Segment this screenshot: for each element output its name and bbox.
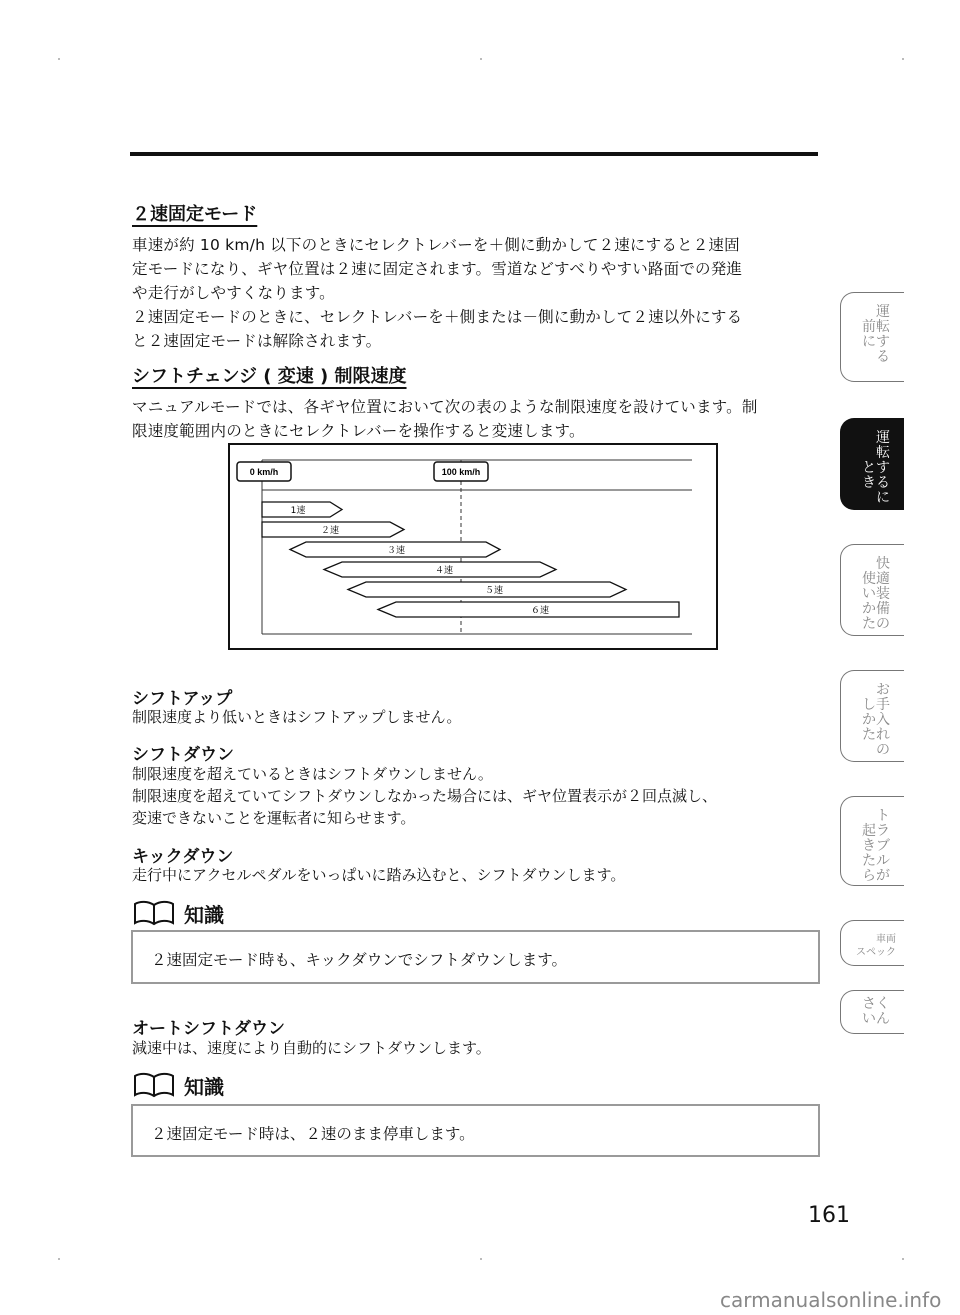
tab-label: 運 転 とす きる に bbox=[862, 430, 890, 506]
tab-label: 車両 スペック bbox=[856, 934, 896, 958]
tab-label: 快 使適 い装 か備 たの bbox=[862, 556, 890, 632]
axis-label-100kmh: 100 km/h bbox=[441, 467, 481, 477]
tab-label: さく いん bbox=[862, 996, 890, 1027]
section-paragraph-3: マニュアルモードでは、各ギヤ位置において次の表のような制限速度を設けています。制 限速度範囲内のときにセレクトレバーを操作すると変速します。 bbox=[132, 398, 758, 440]
gear-label-2: ２速 bbox=[320, 526, 340, 536]
gear-label-1: 1速 bbox=[290, 506, 306, 516]
shift-up-title: シフトアップ bbox=[132, 689, 233, 709]
axis-label-0kmh: 0 km/h bbox=[249, 467, 279, 477]
gear-label-5: ５速 bbox=[484, 586, 504, 596]
note-text-2: ２速固定モード時は、２速のまま停車します。 bbox=[151, 1125, 475, 1143]
crop-mark bbox=[58, 58, 60, 60]
tab-trouble[interactable] bbox=[840, 796, 904, 886]
note-title-2: 知識 bbox=[184, 1074, 224, 1099]
tab-label: お し手 か入 たれ の bbox=[862, 682, 890, 758]
gear-label-4: ４速 bbox=[434, 566, 454, 576]
crop-mark bbox=[58, 1258, 60, 1260]
page-number: 161 bbox=[808, 1203, 850, 1228]
auto-shift-down-text: 減速中は、速度により自動的にシフトダウンします。 bbox=[132, 1039, 491, 1057]
gear-speed-diagram bbox=[228, 443, 718, 650]
kickdown-text: 走行中にアクセルペダルをいっぱいに踏み込むと、シフトダウンします。 bbox=[132, 866, 626, 884]
gear-label-3: ３速 bbox=[386, 546, 406, 556]
tab-when-driving[interactable] bbox=[840, 418, 904, 510]
shift-down-title: シフトダウン bbox=[132, 745, 234, 765]
tab-maintenance[interactable] bbox=[840, 670, 904, 762]
note-heading-1 bbox=[132, 896, 224, 930]
tab-index[interactable] bbox=[840, 990, 904, 1034]
book-icon bbox=[132, 899, 176, 927]
top-rule bbox=[130, 152, 818, 156]
section-title-2nd-gear-fixed: ２速固定モード bbox=[132, 204, 258, 225]
auto-shift-down-title: オートシフトダウン bbox=[132, 1019, 285, 1039]
note-box-2 bbox=[131, 1104, 820, 1157]
shift-down-text: 制限速度を超えているときはシフトダウンしません。 制限速度を超えていてシフトダウンしなかった場合には、ギヤ位置表示が２回点滅し、 変速できないことを運転者に知らせます。 bbox=[132, 765, 718, 827]
note-heading-2 bbox=[132, 1068, 224, 1102]
tab-label: 運 前転 にす る bbox=[862, 304, 890, 365]
gear-label-6: ６速 bbox=[530, 606, 550, 616]
tab-label: ト 起ラ きブ たル らが bbox=[862, 808, 890, 884]
section-paragraph-1: 車速が約 10 km/h 以下のときにセレクトレバーを＋側に動かして２速にすると２速固 定モードになり、ギヤ位置は２速に固定されます。雪道などすべりやすい路面での発進 や走行がしやすくなります。 bbox=[132, 236, 743, 302]
tab-comfort-equipment[interactable] bbox=[840, 544, 904, 636]
note-box-1 bbox=[131, 930, 820, 984]
footer-watermark: carmanualsonline.info bbox=[720, 1288, 942, 1312]
tab-before-driving[interactable] bbox=[840, 292, 904, 382]
shift-up-text: 制限速度より低いときはシフトアップしません。 bbox=[132, 708, 462, 726]
note-text-1: ２速固定モード時も、キックダウンでシフトダウンします。 bbox=[151, 951, 568, 969]
section-paragraph-2: ２速固定モードのときに、セレクトレバーを＋側または－側に動かして２速以外にする と２速固定モードは解除されます。 bbox=[132, 308, 743, 350]
crop-mark bbox=[902, 1258, 904, 1260]
crop-mark bbox=[480, 58, 482, 60]
crop-mark bbox=[480, 1258, 482, 1260]
section-title-shift-limit: シフトチェンジ ( 変速 ) 制限速度 bbox=[132, 366, 407, 387]
book-icon bbox=[132, 1071, 176, 1099]
crop-mark bbox=[902, 58, 904, 60]
tab-vehicle-specs[interactable] bbox=[840, 920, 904, 966]
kickdown-title: キックダウン bbox=[132, 847, 234, 867]
gear-band-6 bbox=[378, 602, 679, 617]
note-title-1: 知識 bbox=[184, 902, 224, 927]
